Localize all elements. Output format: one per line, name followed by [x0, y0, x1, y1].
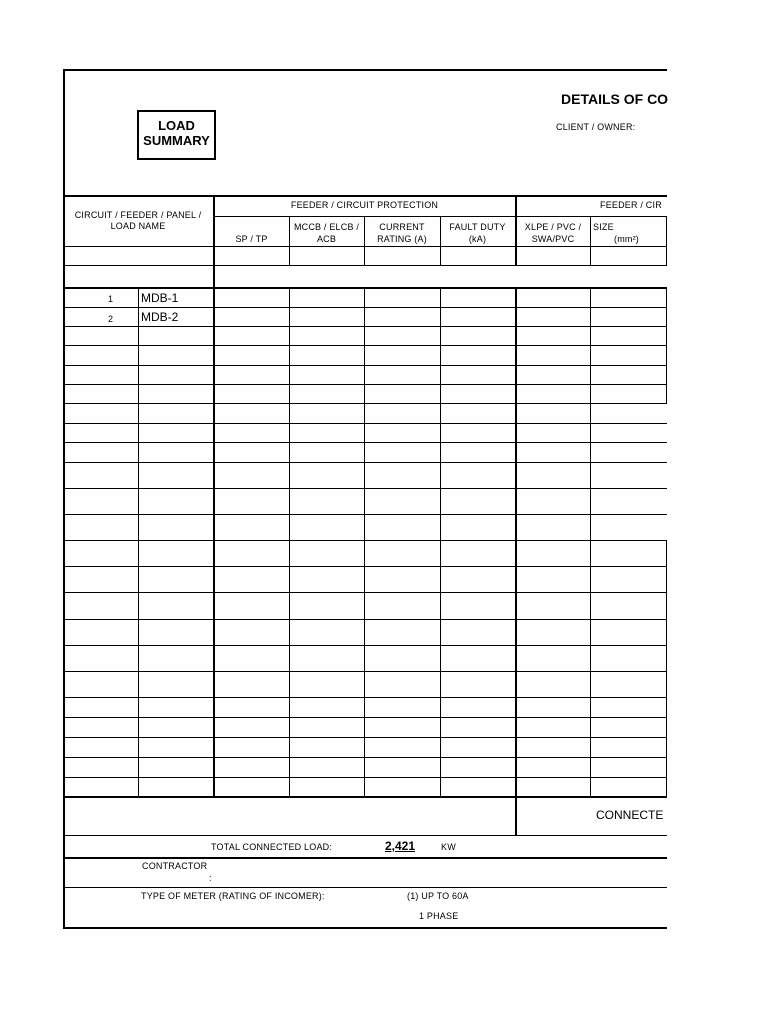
meter-option: (1) UP TO 60A: [407, 891, 469, 901]
grid-line: [63, 592, 667, 593]
contractor-label: CONTRACTOR: [142, 861, 208, 871]
grid-col-line: [138, 287, 139, 796]
connected-load-label: CONNECTE: [596, 808, 664, 822]
size-header-line1: SIZE: [593, 222, 614, 232]
grid-col-line: [364, 287, 365, 796]
grid-line: [63, 265, 667, 266]
grid-line: [63, 619, 667, 620]
load-name: MDB-2: [141, 310, 179, 324]
frame-left: [63, 69, 65, 929]
grid-line: [63, 488, 667, 489]
grid-line: [63, 514, 667, 515]
grid-line: [63, 540, 667, 541]
grid-col-line: [666, 216, 667, 266]
frame-bottom: [63, 927, 667, 929]
grid-line: [63, 757, 667, 758]
grid-col-line: [213, 195, 215, 798]
row-number: 1: [108, 294, 114, 304]
total-connected-load-value: 2,421: [385, 839, 416, 853]
grid-col-line: [590, 287, 591, 796]
load-summary-line1: LOAD: [158, 118, 195, 133]
grid-line: [63, 345, 667, 346]
grid-col-line: [590, 216, 591, 266]
grid-col-line: [515, 195, 517, 266]
grid-line: [63, 717, 667, 718]
grid-line: [63, 462, 667, 463]
xlpe-header-line2: SWA/PVC: [531, 234, 575, 244]
total-connected-load-label: TOTAL CONNECTED LOAD:: [211, 842, 333, 852]
load-summary-line2: SUMMARY: [143, 133, 210, 148]
contractor-colon: :: [209, 873, 212, 883]
grid-line: [63, 671, 667, 672]
grid-line: [63, 566, 667, 567]
grid-line: [63, 777, 667, 778]
grid-line: [63, 857, 667, 859]
protection-group-header: FEEDER / CIRCUIT PROTECTION: [290, 200, 439, 210]
grid-line: [63, 246, 667, 247]
grid-line: [63, 737, 667, 738]
grid-col-line: [515, 287, 517, 836]
current-rating-header-line1: CURRENT: [379, 222, 425, 232]
row-number: 2: [108, 314, 114, 324]
grid-line: [63, 887, 667, 888]
grid-col-line: [289, 216, 290, 266]
total-connected-load-unit: KW: [441, 842, 456, 852]
grid-line: [63, 403, 667, 404]
meter-type-label: TYPE OF METER (RATING OF INCOMER):: [141, 891, 325, 901]
grid-line: [63, 835, 667, 836]
grid-col-line: [666, 287, 667, 404]
client-owner-label: CLIENT / OWNER:: [556, 122, 636, 132]
grid-line: [63, 697, 667, 698]
grid-line: [63, 423, 667, 424]
page-title: DETAILS OF CO: [561, 91, 669, 107]
grid-line: [63, 442, 667, 443]
header-separator: [63, 195, 667, 197]
grid-line: [63, 307, 667, 308]
grid-col-line: [289, 287, 290, 796]
grid-line: [63, 326, 667, 327]
mccb-header-line1: MCCB / ELCB /: [293, 222, 360, 232]
meter-phase: 1 PHASE: [419, 911, 459, 921]
current-rating-header-line2: RATING (A): [377, 234, 427, 244]
grid-line: [63, 384, 667, 385]
fault-duty-header-line2: (kA): [468, 234, 487, 244]
fault-duty-header-line1: FAULT DUTY: [449, 222, 506, 232]
grid-line: [63, 287, 667, 289]
grid-col-line: [440, 287, 441, 796]
grid-line: [63, 645, 667, 646]
frame-top: [63, 69, 667, 71]
grid-col-line: [666, 540, 667, 796]
xlpe-header-line1: XLPE / PVC /: [524, 222, 582, 232]
sp-tp-header: SP / TP: [235, 234, 268, 244]
load-name: MDB-1: [141, 291, 179, 305]
grid-line: [63, 796, 667, 798]
grid-col-line: [440, 216, 441, 266]
grid-col-line: [364, 216, 365, 266]
size-header-line2: (mm²): [614, 234, 639, 244]
circuit-header-line1: CIRCUIT / FEEDER / PANEL /: [74, 210, 202, 220]
grid-line: [63, 365, 667, 366]
circuit-header-line2: LOAD NAME: [110, 221, 166, 231]
mccb-header-line2: ACB: [316, 234, 337, 244]
cable-group-header: FEEDER / CIR: [600, 200, 662, 210]
